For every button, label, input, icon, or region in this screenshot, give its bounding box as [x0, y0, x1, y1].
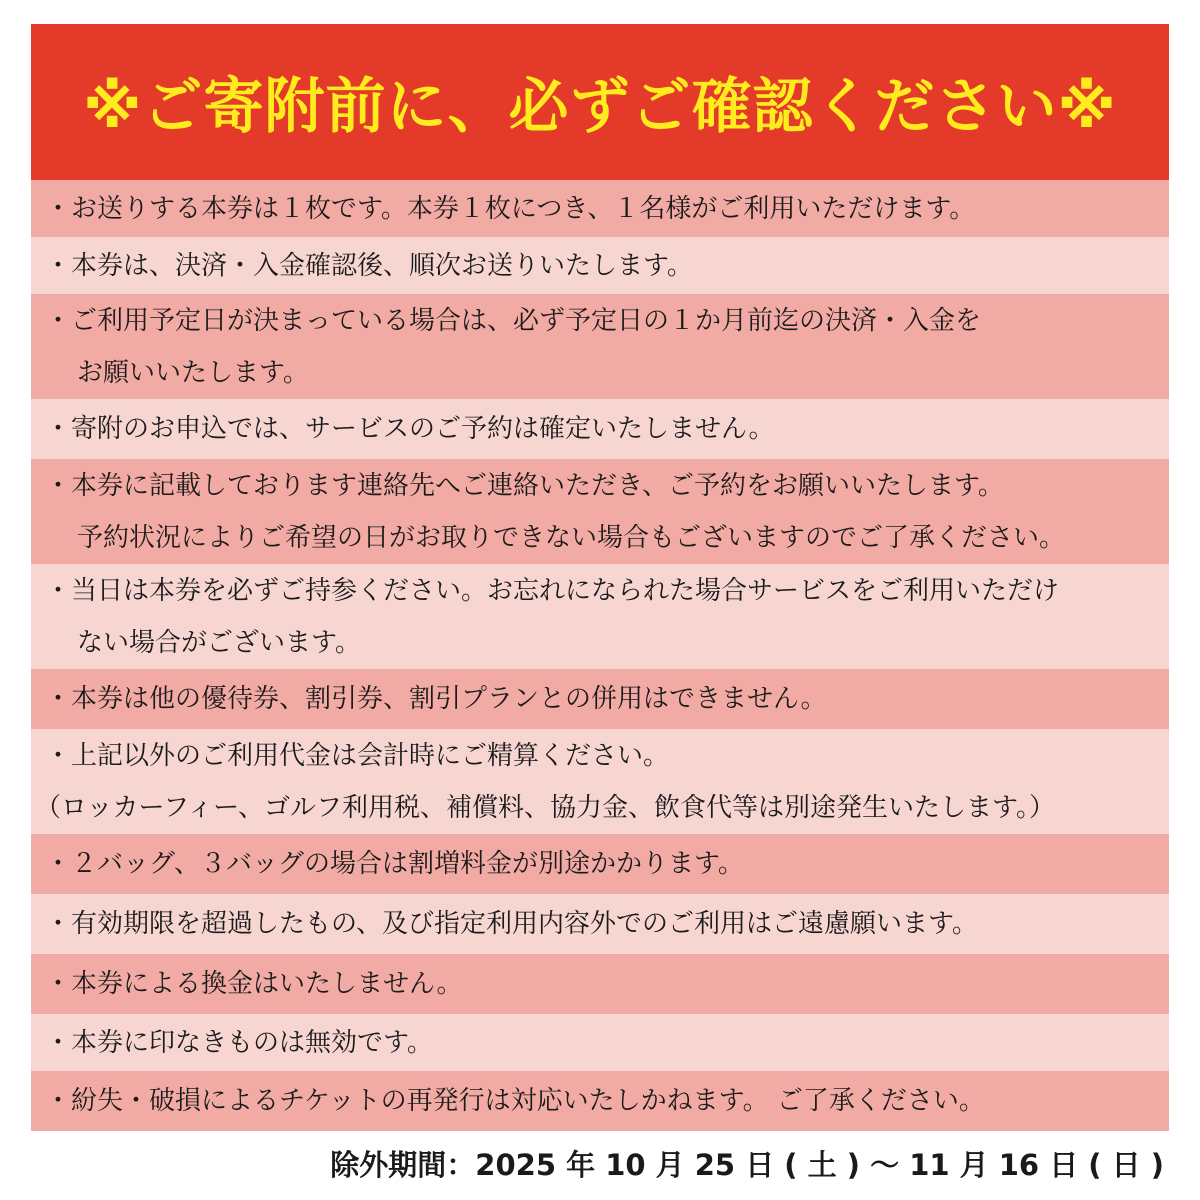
notice-item-text: ・紛失・破損によるチケットの再発行は対応いたしかねます。 ご了承ください。 [45, 1086, 985, 1116]
notice-item [31, 954, 1169, 1014]
notice-item-text: ・２バッグ、３バッグの場合は割増料金が別途かかります。 [45, 849, 744, 879]
notice-item [31, 894, 1169, 954]
notice-item [31, 399, 1169, 459]
notice-item-text: ・お送りする本券は１枚です。本券１枚につき、１名様がご利用いただけます。 [45, 193, 976, 224]
notice-item [31, 1014, 1169, 1071]
notice-list [31, 180, 1169, 1131]
notice-item-text: ・本券に印なきものは無効です。 [45, 1027, 433, 1058]
notice-item [31, 294, 1169, 399]
notice-item-text: ・本券は、決済・入金確認後、順次お送りいたします。 [45, 250, 693, 281]
exclusion-period: 除外期間：2025 年 10 月 25 日 ( 土 ) 〜 11 月 16 日 ( 日 ) [330, 1148, 1164, 1182]
notice-item [31, 1071, 1169, 1131]
notice-item [31, 180, 1169, 237]
notice-item-text: ・寄附のお申込では、サービスのご予約は確定いたしません。 [45, 414, 775, 444]
notice-item-text-continued: （ロッカーフィー、ゴルフ利用税、補償料、協力金、飲食代等は別途発生いたします。） [35, 792, 1055, 823]
notice-item [31, 669, 1169, 729]
notice-title: ※ご寄附前に、必ずご確認ください※ [83, 72, 1117, 142]
notice-item [31, 459, 1169, 564]
notice-item-text: ・上記以外のご利用代金は会計時にご精算ください。 [45, 740, 670, 771]
notice-item-text: ・本券は他の優待券、割引券、割引プランとの併用はできません。 [45, 684, 827, 714]
notice-header [31, 24, 1169, 180]
notice-item-text: ・当日は本券を必ずご持参ください。お忘れになられた場合サービスをご利用いただけ [45, 575, 1060, 606]
notice-item [31, 729, 1169, 834]
notice-item-text-continued: お願いいたします。 [77, 357, 309, 388]
notice-item-text: ・本券に記載しております連絡先へご連絡いただき、ご予約をお願いいたします。 [45, 470, 1004, 501]
notice-item-text: ・ご利用予定日が決まっている場合は、必ず予定日の１か月前迄の決済・入金を [45, 305, 982, 336]
notice-item-text: ・本券による換金はいたしません。 [45, 969, 463, 999]
notice-item [31, 237, 1169, 294]
notice-card [31, 24, 1169, 1131]
notice-item-text-continued: 予約状況によりご希望の日がお取りできない場合もございますのでご了承ください。 [77, 522, 1066, 553]
notice-item-text-continued: ない場合がございます。 [77, 627, 361, 658]
notice-item-text: ・有効期限を超過したもの、及び指定利用内容外でのご利用はご遠慮願います。 [45, 909, 978, 939]
notice-item [31, 834, 1169, 894]
notice-item [31, 564, 1169, 669]
